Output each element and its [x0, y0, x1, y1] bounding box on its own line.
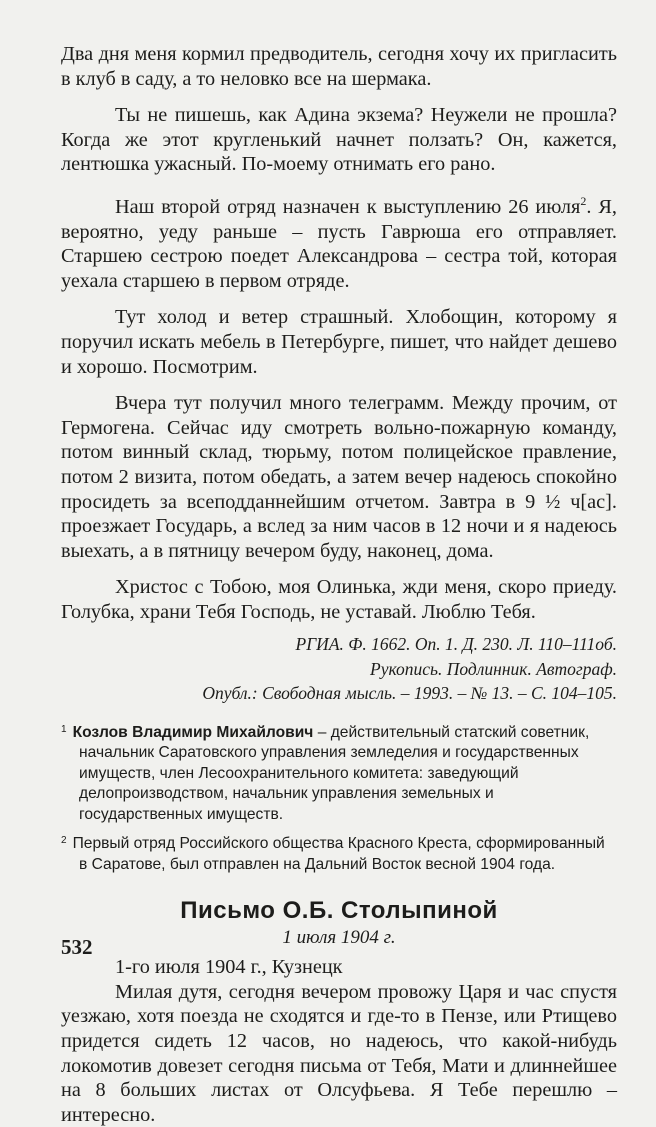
- footnote-marker-2: 2: [580, 193, 587, 208]
- footnote-1: [61, 720, 617, 826]
- paragraph-detachment: [61, 189, 617, 293]
- paragraph-closing: Христос с Тобою, моя Олинька, жди меня, скоро приеду. Голубка, храни Тебя Господь, не уставай. Люблю Тебя.: [61, 576, 617, 623]
- reference-manuscript: Рукопись. Подлинник. Автограф.: [370, 658, 617, 679]
- page-number: 532: [61, 935, 93, 959]
- section-date: 1 июля 1904 г.: [282, 927, 396, 949]
- footnote-number: 1: [61, 723, 67, 735]
- reference-archive: РГИА. Ф. 1662. Оп. 1. Д. 230. Л. 110–111об.: [295, 634, 617, 655]
- archive-references: [61, 632, 617, 705]
- footnote-number: 2: [61, 835, 67, 847]
- section-title: Письмо О.Б. Столыпиной: [180, 897, 498, 925]
- footnote-text: Первый отряд Российского общества Красного Креста, сформированный в Саратове, был отправлен на Дальний Восток весной 1904 года.: [72, 835, 605, 873]
- footnotes: [61, 720, 617, 876]
- footnote-2: [61, 831, 617, 875]
- paragraph-furniture: Тут холод и ветер страшный. Хлобощин, которому я поручил искать мебель в Петербурге, пишет, что найдет дешево и хорошо. Посмотрим.: [61, 306, 617, 378]
- page-text: [61, 42, 617, 1127]
- paragraph-dinner: Два дня меня кормил предводитель, сегодня хочу их пригласить в клуб в саду, а то неловко все на шермака.: [61, 43, 617, 90]
- detachment-text-start: Наш второй отряд назначен к выступлению 26 июля: [115, 195, 581, 218]
- letter-place-date: 1-го июля 1904 г., Кузнецк: [115, 956, 343, 979]
- footnote-person-name: Козлов Владимир Михайлович: [72, 723, 314, 741]
- paragraph-new-letter: Милая дутя, сегодня вечером провожу Царя и час спустя уезжаю, хотя поезда не сходятся и где-то в Пензе, или Ртищево придется сидеть 12 часов, но надеюсь, что какой-нибудь локомотив довезет сегодня письма от Тебя, Мати и длиннейшее на 8 больших листах от Олсуфьева. Я Тебе перешлю – интересно.: [61, 980, 617, 1126]
- reference-published: Опубл.: Свободная мысль. – 1993. – № 13. – С. 104–105.: [202, 683, 617, 704]
- paragraph-eczema: Ты не пишешь, как Адина экзема? Неужели не прошла? Когда же этот кругленький начнет ползать? Он, кажется, лентюшка ужасный. По-моему отнимать его рано.: [61, 104, 617, 176]
- paragraph-telegrams: Вчера тут получил много телеграмм. Между прочим, от Гермогена. Сейчас иду смотреть вольно-пожарную команду, потом винный склад, тюрьму, потом полицейское правление, потом 2 визита, потом обедать, а затем вечер надеюсь спокойно просидеть за всеподданнейшим отчетом. Завтра в 9 ½ ч[ас]. проезжает Государь, а вслед за ним часов в 12 ночи и я надеюсь выехать, а в пятницу вечером буду, наконец, дома.: [61, 392, 617, 562]
- detachment-text-end: . Я, вероятно, уеду раньше – пусть Гаврюша его отправляет. Старшею сестрою поедет Александрова – сестра той, которая уехала старшею в первом отряде.: [61, 195, 617, 292]
- footnote-text: – действительный статский советник, начальник Саратовского управления земледелия и государственных имуществ, член Лесоохранительного комитета: заведующий делопроизводством, начальник управления земельных и государственных имуществ.: [79, 723, 590, 823]
